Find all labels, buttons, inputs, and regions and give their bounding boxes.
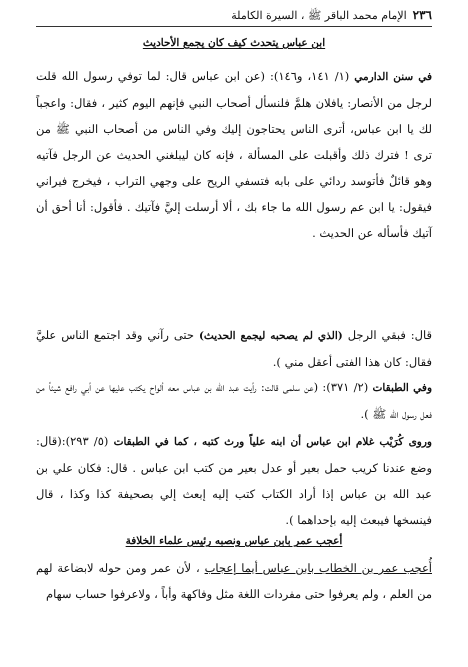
book-page [36, 0, 432, 667]
paragraph-umar-admired [36, 555, 432, 607]
paragraph-text: قال: فبقي الرجل [347, 328, 433, 342]
paragraph-text: (٥/ ٢٩٣):(قال: وضع عندنا كريب حمل بعير أو عدل بعير من كتب ابن عباس . قال: فكان علي بن عبد الله بن عباس إذا أراد الكتاب كتب إليه إبعث إلي بصحيفة كذا وكذا ، قال فينسخها فيبعث إليه بإحداهما ). [36, 434, 432, 527]
section-heading-umar: أعجب عمر بابن عباس ونصبه رئيس علماء الخلافة [125, 535, 343, 547]
paragraph-tabaqat-salma [36, 374, 432, 427]
paragraph-lead: وفي الطبقات [372, 382, 433, 394]
header-divider [36, 26, 432, 27]
paragraph-underlined-phrase: أُعجب عمر بن الخطاب بابن عباس أيما إعجاب [204, 561, 432, 575]
running-header-title: الإمام محمد الباقر ﷺ ، السيرة الكاملة [231, 9, 407, 22]
section-heading-ibn-abbas: ابن عباس يتحدث كيف كان يجمع الأحاديث [142, 37, 326, 49]
paragraph-man-remained [36, 322, 432, 375]
paragraph-parenthetical: (الذي لم يصحبه ليجمع الحديث) [198, 330, 343, 342]
paragraph-kurayb [36, 428, 432, 533]
paragraph-text: حتى رآني وقد اجتمع الناس عليَّ فقال: كان هذا الفتى أعقل مني ). [36, 328, 432, 369]
paragraph-darimi [36, 63, 432, 246]
paragraph-lead: وروى كُرَيْب غلام ابن عباس أن ابنه علياً ورث كتبه ، كما في الطبقات [113, 436, 433, 448]
page-number: ٢٣٦ [412, 8, 432, 22]
paragraph-text: (١/ ١٤١، و١٤٦): (عن ابن عباس قال: لما توفي رسول الله قلت لرجل من الأنصار: يافلان هلمَّ فلنسأل أصحاب النبي فإنهم اليوم كثير ، فقال: واعجباً لك يا ابن عباس، أترى الناس يحتاجون إليك وفي الناس من أصحاب النبي ﷺ من ترى ! فترك ذلك وأقبلت على المسألة ، فإنه كان ليبلغني الحديث عن الرجل فآتيه وهو قائلٌ فأتوسد ردائي على بابه فتسفي الريح على وجهي التراب ، فيخرج فيراني فيقول: يا ابن عم رسول الله ما جاء بك ، ألا أرسلت إليَّ فآتيك . فأقول: أنا أحق أن آتيك فأسأله عن الحديث . [36, 69, 432, 240]
running-header [36, 8, 432, 25]
paragraph-lead: في سنن الدارمي [354, 71, 432, 83]
paragraph-text: (٢/ ٣٧١): (عن سلمى قالت: رأيت عبد الله بن عباس معه ألواح يكتب عليها عن أبي رافع شيئاً من فعل رسول الله ﷺ ). [36, 380, 432, 421]
paragraph-text: ، لأن عمر ومن حوله لابضاعة لهم من العلم ، ولم يعرفوا حتى مفردات اللغة مثل وفاكهة وأباً ، ولاعرفوا حساب سهام [36, 561, 432, 601]
